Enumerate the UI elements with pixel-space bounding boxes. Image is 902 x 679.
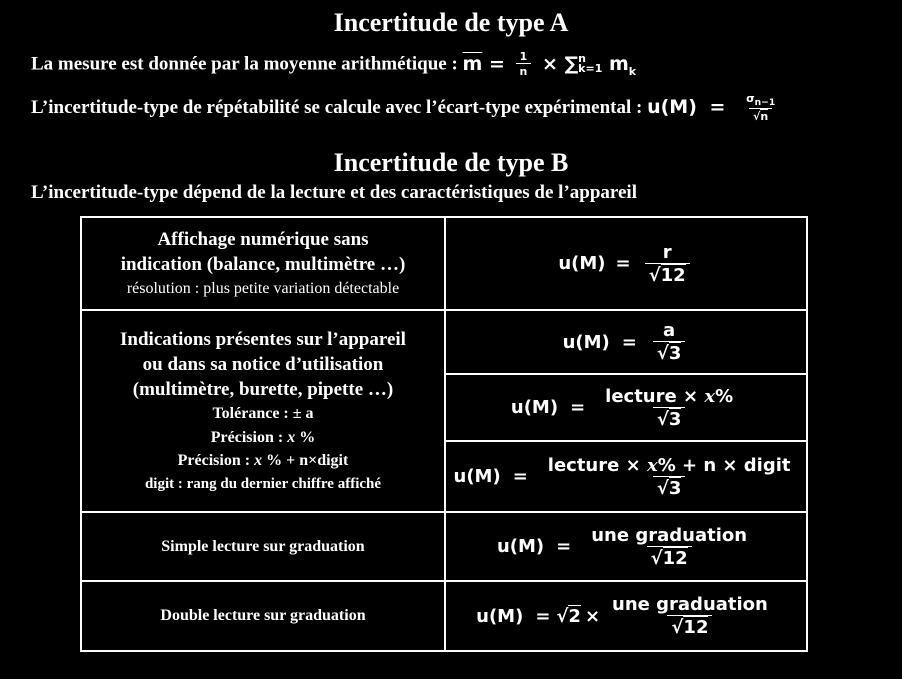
cell-text: ou dans sa notice d’utilisation	[142, 353, 384, 375]
precision-text	[82, 426, 444, 450]
fraction-numerator: 1	[519, 50, 528, 63]
formula-cell	[445, 441, 807, 512]
sum-upper-bound: n	[578, 52, 587, 65]
fraction-numerator	[544, 455, 795, 476]
fraction-denominator: √3	[653, 476, 686, 499]
digit-note: digit : rang du dernier chiffre affiché	[144, 475, 382, 492]
equals-sign: =	[488, 52, 505, 75]
radicand: 3	[668, 343, 682, 364]
fraction	[587, 525, 751, 569]
fraction-numerator	[742, 92, 779, 108]
fraction-numerator: a	[663, 320, 676, 341]
cell-text: indication (balance, multimètre …)	[120, 253, 406, 275]
formula-a-sqrt3	[563, 320, 690, 364]
formula-lhs: u(M)	[510, 397, 559, 418]
radicand: 12	[683, 617, 709, 638]
times-sign: ×	[541, 52, 558, 75]
cell-text: Affichage numérique sans	[157, 228, 369, 250]
sigma-index: n−1	[754, 97, 776, 109]
formula-cell	[445, 512, 807, 581]
fraction-denominator: √3	[653, 407, 686, 430]
radicand: 12	[660, 264, 686, 286]
single-reading-cell: Simple lecture sur graduation	[81, 512, 445, 581]
cell-text: (multimètre, burette, pipette …)	[132, 378, 394, 400]
formula-cell	[445, 581, 807, 651]
formula-single-graduation	[497, 525, 755, 569]
formula-double-graduation	[476, 594, 776, 638]
sum-term: m	[608, 52, 629, 75]
formula-lhs: u(M)	[453, 466, 501, 487]
fraction-denominator: √n	[749, 108, 772, 123]
equals-sign: =	[512, 466, 528, 487]
variable-x: x	[704, 385, 716, 407]
table-row	[81, 217, 807, 310]
fraction	[653, 320, 686, 364]
numerator-text: lecture ×	[605, 385, 705, 407]
numerator-rest: % + n × digit	[657, 454, 791, 476]
radicand: 2	[568, 605, 581, 627]
device-indications-cell	[81, 310, 445, 512]
formula-cell	[445, 374, 807, 441]
type-b-subtitle: L’incertitude-type dépend de la lecture et des caractéristiques de l’appareil	[31, 182, 637, 203]
tolerance-text: Tolérance : ± a	[212, 404, 314, 422]
formula-r-sqrt12	[558, 242, 693, 286]
fraction-denominator: √12	[645, 263, 690, 286]
cell-text: Indications présentes sur l’appareil	[120, 328, 406, 350]
fraction-denominator: √12	[667, 615, 712, 638]
type-a-line-stdev	[31, 92, 783, 123]
formula-lhs: u(M)	[562, 331, 610, 353]
sum-lower-bound: k=1	[578, 62, 603, 75]
one-over-n-fraction	[516, 50, 532, 78]
formula-lhs: u(M)	[476, 605, 524, 627]
stdev-formula	[647, 92, 783, 124]
mean-symbol: $\overline{m}$	[462, 52, 483, 75]
precision-label: Précision :	[210, 428, 288, 446]
formula-lhs: u(M)	[496, 536, 545, 557]
variable-x: x	[254, 451, 263, 469]
type-b-title: Incertitude de type B	[333, 148, 569, 177]
fraction-numerator: une graduation	[612, 594, 768, 615]
equals-sign: =	[556, 536, 572, 557]
radicand: 3	[668, 408, 682, 430]
fraction-denominator: √3	[653, 341, 686, 364]
fraction-denominator: √12	[647, 546, 692, 569]
fraction	[608, 594, 772, 638]
sigma-symbol: σ	[746, 92, 755, 105]
double-reading-cell: Double lecture sur graduation	[81, 581, 445, 651]
type-a-title: Incertitude de type A	[333, 8, 569, 37]
equals-sign: =	[709, 96, 726, 119]
equals-sign: =	[535, 605, 551, 627]
fraction	[645, 242, 690, 286]
digital-display-cell	[81, 217, 445, 310]
radicand: n	[760, 110, 769, 124]
sum-term-index: k	[628, 64, 637, 78]
sum-bounds	[578, 54, 602, 74]
fraction-numerator	[601, 386, 737, 407]
formula-reading-percent	[511, 386, 741, 430]
mean-text: La mesure est donnée par la moyenne arithmétique :	[31, 53, 458, 75]
numerator-text: lecture ×	[547, 454, 647, 476]
formula-cell	[445, 217, 807, 310]
sigma-over-sqrt-n	[742, 92, 779, 123]
fraction-numerator: une graduation	[591, 524, 748, 546]
formula-reading-percent-digit	[454, 455, 799, 499]
radicand: 3	[668, 477, 682, 499]
precision-digit-text	[82, 450, 444, 472]
fraction-denominator: n	[516, 63, 532, 78]
precision-rest: % + n×digit	[262, 451, 349, 469]
table-row	[81, 581, 807, 651]
mean-formula	[462, 50, 637, 78]
type-a-line-mean	[31, 50, 636, 78]
precision-label: Précision :	[177, 451, 255, 469]
table-row	[81, 512, 807, 581]
percent-sign: %	[715, 385, 734, 407]
equals-sign: =	[621, 331, 637, 353]
table-row	[81, 310, 807, 374]
stdev-text: L’incertitude-type de répétabilité se calcule avec l’écart-type expérimental :	[31, 97, 643, 119]
fraction	[601, 386, 737, 430]
sum-symbol: ∑	[564, 52, 579, 75]
percent-sign: %	[295, 428, 316, 446]
formula-lhs: u(M)	[558, 253, 606, 274]
resolution-note: résolution : plus petite variation détectable	[126, 279, 400, 297]
variable-x: x	[646, 454, 658, 476]
times-sign: ×	[584, 605, 601, 627]
radicand: 12	[662, 547, 688, 569]
formula-lhs: u(M)	[647, 96, 697, 119]
equals-sign: =	[615, 253, 631, 274]
formula-cell	[445, 310, 807, 374]
type-b-table	[80, 216, 808, 652]
variable-x: x	[287, 428, 296, 446]
equals-sign: =	[570, 397, 586, 418]
fraction-numerator: r	[662, 241, 672, 263]
sqrt-two: √2	[556, 605, 581, 627]
fraction	[544, 455, 795, 499]
